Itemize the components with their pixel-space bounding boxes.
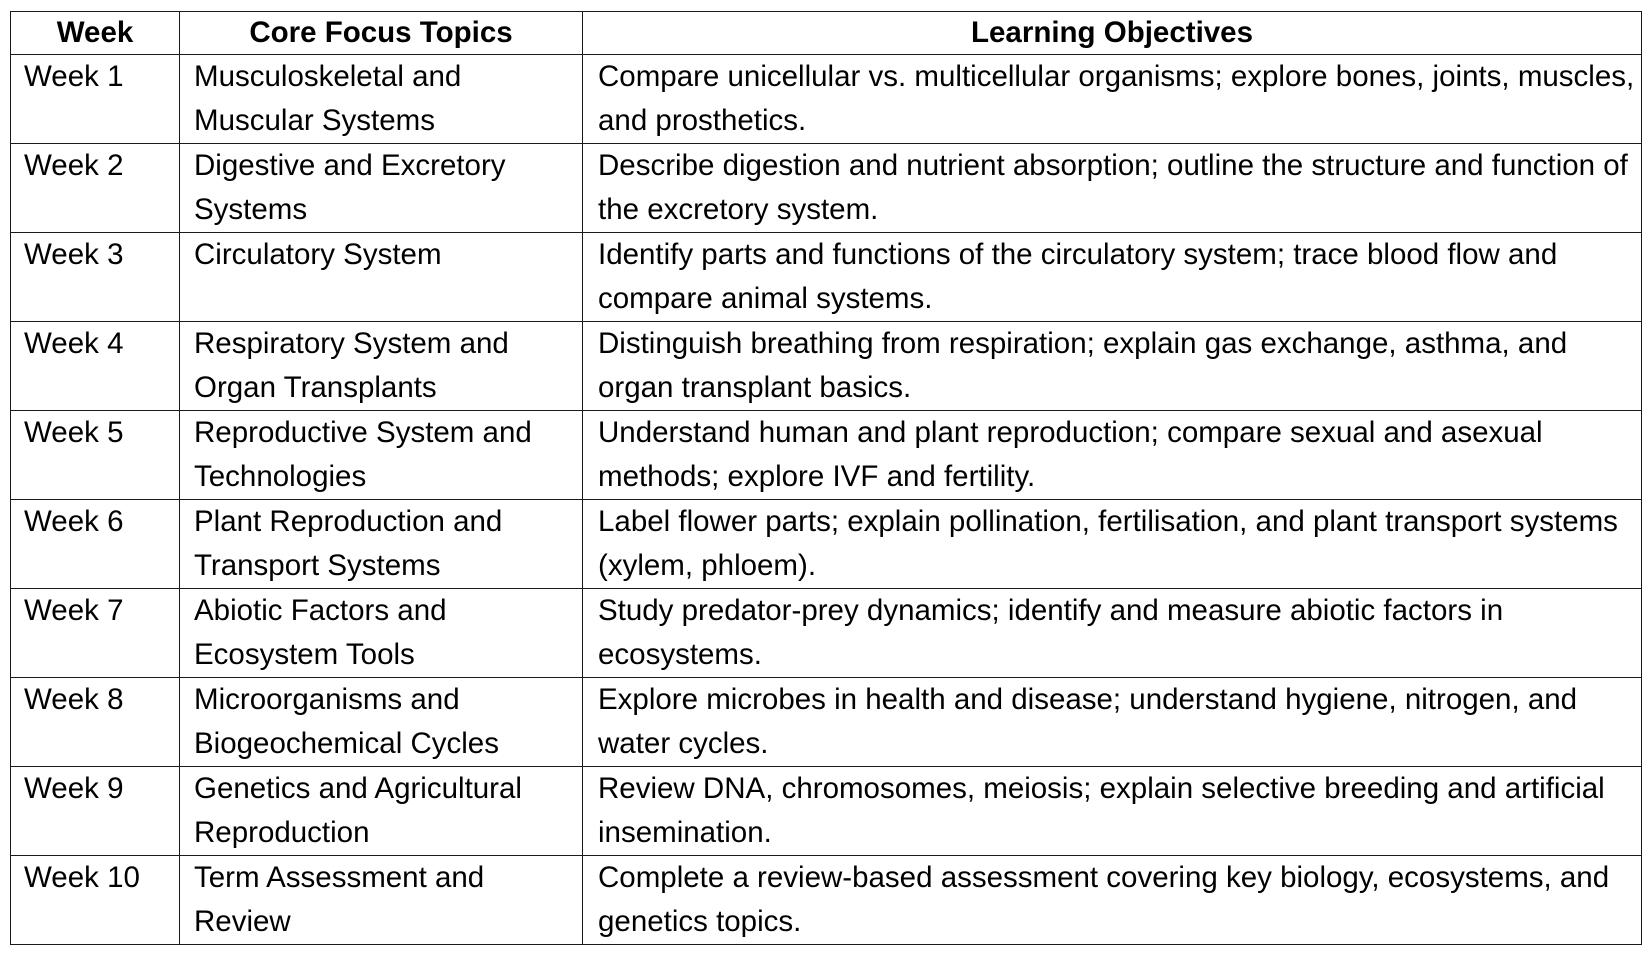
week-cell: Week 8	[11, 678, 180, 767]
topic-cell: Respiratory System and Organ Transplants	[180, 322, 583, 411]
week-cell: Week 10	[11, 856, 180, 945]
topic-cell: Microorganisms and Biogeochemical Cycles	[180, 678, 583, 767]
topic-cell: Reproductive System and Technologies	[180, 411, 583, 500]
topic-cell: Plant Reproduction and Transport Systems	[180, 500, 583, 589]
curriculum-table-container	[10, 11, 1642, 945]
topic-cell: Musculoskeletal and Muscular Systems	[180, 55, 583, 144]
curriculum-table	[10, 11, 1642, 945]
table-row	[11, 322, 1642, 411]
objective-cell: Review DNA, chromosomes, meiosis; explain selective breeding and artificial insemination.	[583, 767, 1642, 856]
week-cell: Week 6	[11, 500, 180, 589]
table-row	[11, 589, 1642, 678]
table-row	[11, 500, 1642, 589]
table-row	[11, 856, 1642, 945]
table-row	[11, 233, 1642, 322]
table-row	[11, 678, 1642, 767]
table-header	[11, 12, 1642, 55]
topic-cell: Circulatory System	[180, 233, 583, 322]
topic-cell: Genetics and Agricultural Reproduction	[180, 767, 583, 856]
header-row	[11, 12, 1642, 55]
table-row	[11, 144, 1642, 233]
table-row	[11, 767, 1642, 856]
week-cell: Week 3	[11, 233, 180, 322]
topic-cell: Term Assessment and Review	[180, 856, 583, 945]
objective-cell: Explore microbes in health and disease; understand hygiene, nitrogen, and water cycles.	[583, 678, 1642, 767]
objective-cell: Label flower parts; explain pollination, fertilisation, and plant transport systems (xylem, phloem).	[583, 500, 1642, 589]
week-cell: Week 7	[11, 589, 180, 678]
topic-cell: Digestive and Excretory Systems	[180, 144, 583, 233]
header-core-focus-topics: Core Focus Topics	[180, 12, 583, 55]
week-cell: Week 4	[11, 322, 180, 411]
objective-cell: Study predator-prey dynamics; identify and measure abiotic factors in ecosystems.	[583, 589, 1642, 678]
topic-cell: Abiotic Factors and Ecosystem Tools	[180, 589, 583, 678]
objective-cell: Identify parts and functions of the circulatory system; trace blood flow and compare animal systems.	[583, 233, 1642, 322]
objective-cell: Describe digestion and nutrient absorption; outline the structure and function of the excretory system.	[583, 144, 1642, 233]
week-cell: Week 2	[11, 144, 180, 233]
header-week: Week	[11, 12, 180, 55]
objective-cell: Complete a review-based assessment covering key biology, ecosystems, and genetics topics.	[583, 856, 1642, 945]
header-learning-objectives: Learning Objectives	[583, 12, 1642, 55]
objective-cell: Understand human and plant reproduction; compare sexual and asexual methods; explore IVF and fertility.	[583, 411, 1642, 500]
table-row	[11, 411, 1642, 500]
table-body	[11, 55, 1642, 945]
table-row	[11, 55, 1642, 144]
week-cell: Week 9	[11, 767, 180, 856]
week-cell: Week 1	[11, 55, 180, 144]
objective-cell: Distinguish breathing from respiration; explain gas exchange, asthma, and organ transplant basics.	[583, 322, 1642, 411]
week-cell: Week 5	[11, 411, 180, 500]
objective-cell: Compare unicellular vs. multicellular organisms; explore bones, joints, muscles, and prosthetics.	[583, 55, 1642, 144]
